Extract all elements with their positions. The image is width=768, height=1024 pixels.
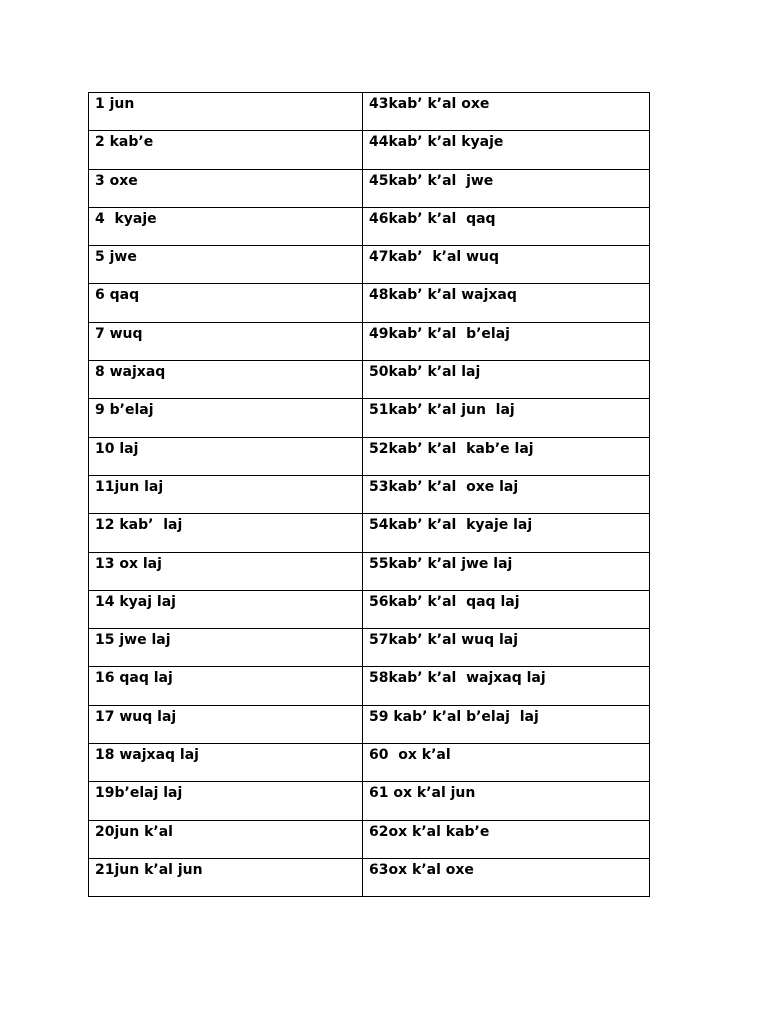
number-words-table — [88, 92, 650, 897]
table-cell-right: 54kab’ k’al kyaje laj — [363, 514, 650, 552]
table-row — [89, 820, 650, 858]
table-cell-left: 18 wajxaq laj — [89, 744, 363, 782]
table-row — [89, 667, 650, 705]
table-row — [89, 858, 650, 896]
table-row — [89, 514, 650, 552]
table-row — [89, 705, 650, 743]
table-cell-left: 2 kab’e — [89, 131, 363, 169]
table-cell-left: 9 b’elaj — [89, 399, 363, 437]
table-cell-right: 43kab’ k’al oxe — [363, 93, 650, 131]
table-row — [89, 284, 650, 322]
table-row — [89, 169, 650, 207]
table-cell-left: 8 wajxaq — [89, 361, 363, 399]
table-row — [89, 207, 650, 245]
table-row — [89, 475, 650, 513]
table-row — [89, 322, 650, 360]
table-cell-left: 4 kyaje — [89, 207, 363, 245]
table-row — [89, 246, 650, 284]
table-cell-left: 19b’elaj laj — [89, 782, 363, 820]
table-cell-right: 51kab’ k’al jun laj — [363, 399, 650, 437]
table-row — [89, 629, 650, 667]
table-row — [89, 437, 650, 475]
table-cell-right: 49kab’ k’al b’elaj — [363, 322, 650, 360]
table-cell-left: 15 jwe laj — [89, 629, 363, 667]
table-cell-right: 63ox k’al oxe — [363, 858, 650, 896]
table-cell-left: 1 jun — [89, 93, 363, 131]
table-row — [89, 361, 650, 399]
table-cell-left: 7 wuq — [89, 322, 363, 360]
table-cell-right: 56kab’ k’al qaq laj — [363, 590, 650, 628]
table-cell-right: 44kab’ k’al kyaje — [363, 131, 650, 169]
table-cell-right: 61 ox k’al jun — [363, 782, 650, 820]
table-row — [89, 744, 650, 782]
table-cell-left: 17 wuq laj — [89, 705, 363, 743]
table-cell-right: 48kab’ k’al wajxaq — [363, 284, 650, 322]
table-cell-right: 52kab’ k’al kab’e laj — [363, 437, 650, 475]
table-cell-right: 58kab’ k’al wajxaq laj — [363, 667, 650, 705]
table-row — [89, 399, 650, 437]
table-cell-left: 21jun k’al jun — [89, 858, 363, 896]
table-row — [89, 131, 650, 169]
table-cell-left: 3 oxe — [89, 169, 363, 207]
table-cell-left: 20jun k’al — [89, 820, 363, 858]
table-cell-right: 62ox k’al kab’e — [363, 820, 650, 858]
table-cell-left: 16 qaq laj — [89, 667, 363, 705]
table-cell-left: 14 kyaj laj — [89, 590, 363, 628]
table-row — [89, 552, 650, 590]
table-cell-right: 55kab’ k’al jwe laj — [363, 552, 650, 590]
table-cell-left: 11jun laj — [89, 475, 363, 513]
table-cell-left: 6 qaq — [89, 284, 363, 322]
table-cell-right: 45kab’ k’al jwe — [363, 169, 650, 207]
table-cell-right: 47kab’ k’al wuq — [363, 246, 650, 284]
table-row — [89, 590, 650, 628]
table-cell-right: 53kab’ k’al oxe laj — [363, 475, 650, 513]
table-cell-right: 60 ox k’al — [363, 744, 650, 782]
table-cell-left: 5 jwe — [89, 246, 363, 284]
table-cell-right: 57kab’ k’al wuq laj — [363, 629, 650, 667]
table-cell-right: 50kab’ k’al laj — [363, 361, 650, 399]
table-cell-right: 46kab’ k’al qaq — [363, 207, 650, 245]
table-cell-left: 13 ox laj — [89, 552, 363, 590]
table-row — [89, 93, 650, 131]
table-cell-left: 10 laj — [89, 437, 363, 475]
table-cell-left: 12 kab’ laj — [89, 514, 363, 552]
table-row — [89, 782, 650, 820]
table-cell-right: 59 kab’ k’al b’elaj laj — [363, 705, 650, 743]
